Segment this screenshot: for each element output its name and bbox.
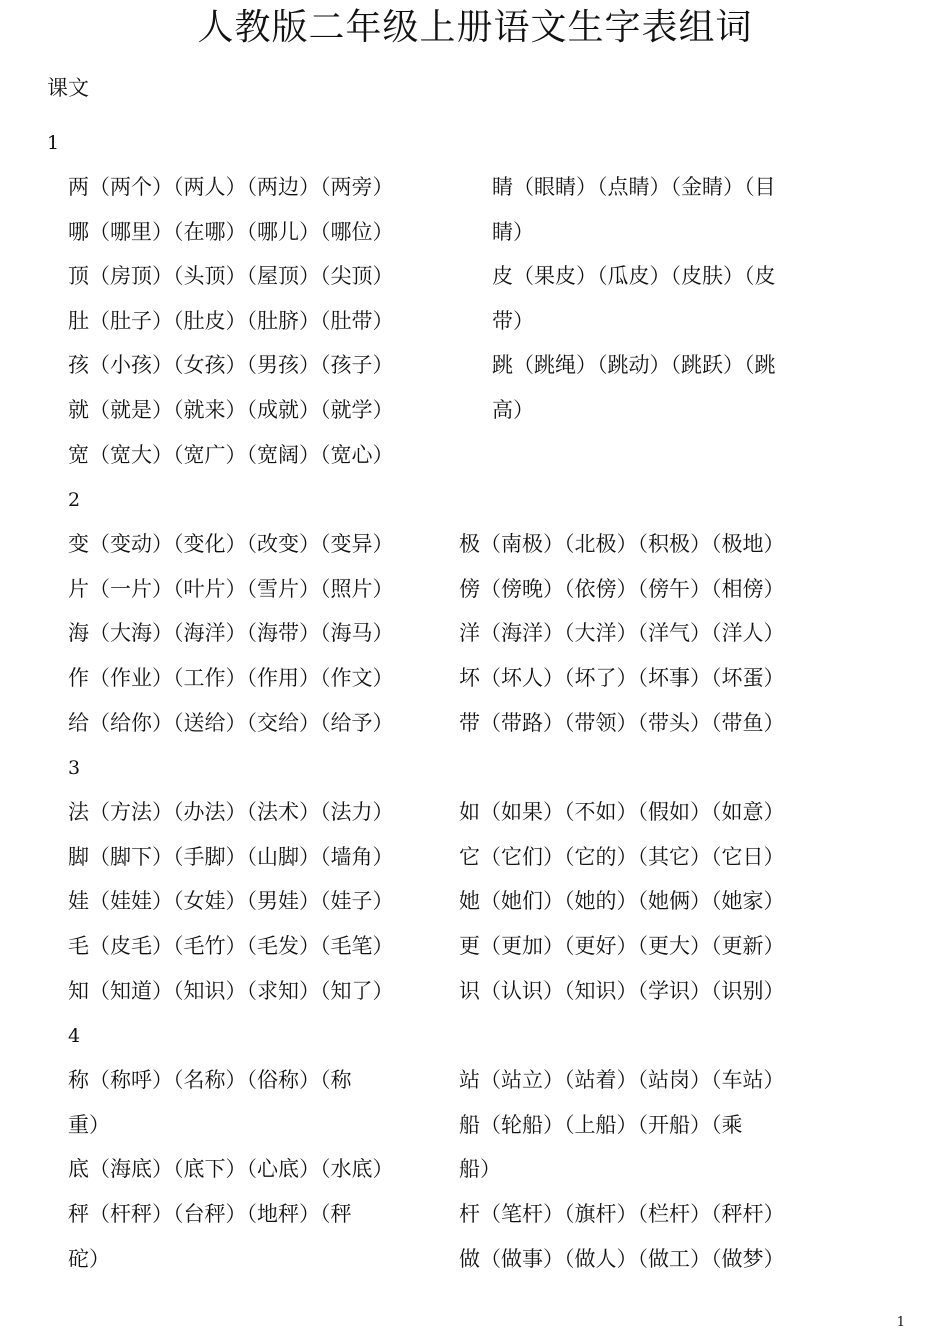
word-line: 孩（小孩）（女孩）（男孩）（孩子） [68,353,394,377]
word-line: 重） [68,1113,110,1137]
lesson-number: 3 [68,757,81,779]
word-line: 睛（眼睛）（点睛）（金睛）（目 [492,175,776,199]
word-line: 坏（坏人）（坏了）（坏事）（坏蛋） [459,666,785,690]
word-line: 高） [492,398,534,422]
word-line: 变（变动）（变化）（改变）（变异） [68,532,394,556]
word-line: 法（方法）（办法）（法术）（法力） [68,800,394,824]
word-line: 哪（哪里）（在哪）（哪儿）（哪位） [68,220,394,244]
lesson-number: 1 [47,132,60,154]
word-line: 毛（皮毛）（毛竹）（毛发）（毛笔） [68,934,394,958]
word-line: 睛） [492,220,534,244]
word-line: 更（更加）（更好）（更大）（更新） [459,934,785,958]
section-heading: 课文 [47,76,89,100]
word-line: 给（给你）（送给）（交给）（给予） [68,711,394,735]
word-line: 傍（傍晚）（依傍）（傍午）（相傍） [459,577,785,601]
lesson-number: 4 [68,1025,81,1047]
word-line: 船（轮船）（上船）（开船）（乘 [459,1113,743,1137]
word-line: 带） [492,309,534,333]
word-line: 识（认识）（知识）（学识）（识别） [459,979,785,1003]
word-line: 片（一片）（叶片）（雪片）（照片） [68,577,394,601]
word-line: 顶（房顶）（头顶）（屋顶）（尖顶） [68,264,394,288]
word-line: 脚（脚下）（手脚）（山脚）（墙角） [68,845,394,869]
word-line: 它（它们）（它的）（其它）（它日） [459,845,785,869]
word-line: 皮（果皮）（瓜皮）（皮肤）（皮 [492,264,776,288]
word-line: 知（知道）（知识）（求知）（知了） [68,979,394,1003]
word-line: 娃（娃娃）（女娃）（男娃）（娃子） [68,889,394,913]
word-line: 站（站立）（站着）（站岗）（车站） [459,1068,785,1092]
word-line: 底（海底）（底下）（心底）（水底） [68,1157,394,1181]
word-line: 她（她们）（她的）（她俩）（她家） [459,889,785,913]
word-line: 极（南极）（北极）（积极）（极地） [459,532,785,556]
word-line: 就（就是）（就来）（成就）（就学） [68,398,394,422]
lesson-number: 2 [68,489,81,511]
word-line: 杆（笔杆）（旗杆）（栏杆）（秤杆） [459,1202,785,1226]
word-line: 宽（宽大）（宽广）（宽阔）（宽心） [68,443,394,467]
word-line: 如（如果）（不如）（假如）（如意） [459,800,785,824]
page-title: 人教版二年级上册语文生字表组词 [197,7,753,48]
word-line: 称（称呼）（名称）（俗称）（称 [68,1068,352,1092]
word-line: 秤（杆秤）（台秤）（地秤）（秤 [68,1202,352,1226]
word-line: 跳（跳绳）（跳动）（跳跃）（跳 [492,353,776,377]
word-line: 肚（肚子）（肚皮）（肚脐）（肚带） [68,309,394,333]
word-line: 砣） [68,1247,110,1271]
word-line: 带（带路）（带领）（带头）（带鱼） [459,711,785,735]
word-line: 做（做事）（做人）（做工）（做梦） [459,1247,785,1271]
word-line: 作（作业）（工作）（作用）（作文） [68,666,394,690]
word-line: 两（两个）（两人）（两边）（两旁） [68,175,394,199]
page-number: 1 [896,1315,905,1330]
word-line: 洋（海洋）（大洋）（洋气）（洋人） [459,621,785,645]
word-line: 船） [459,1157,501,1181]
word-line: 海（大海）（海洋）（海带）（海马） [68,621,394,645]
